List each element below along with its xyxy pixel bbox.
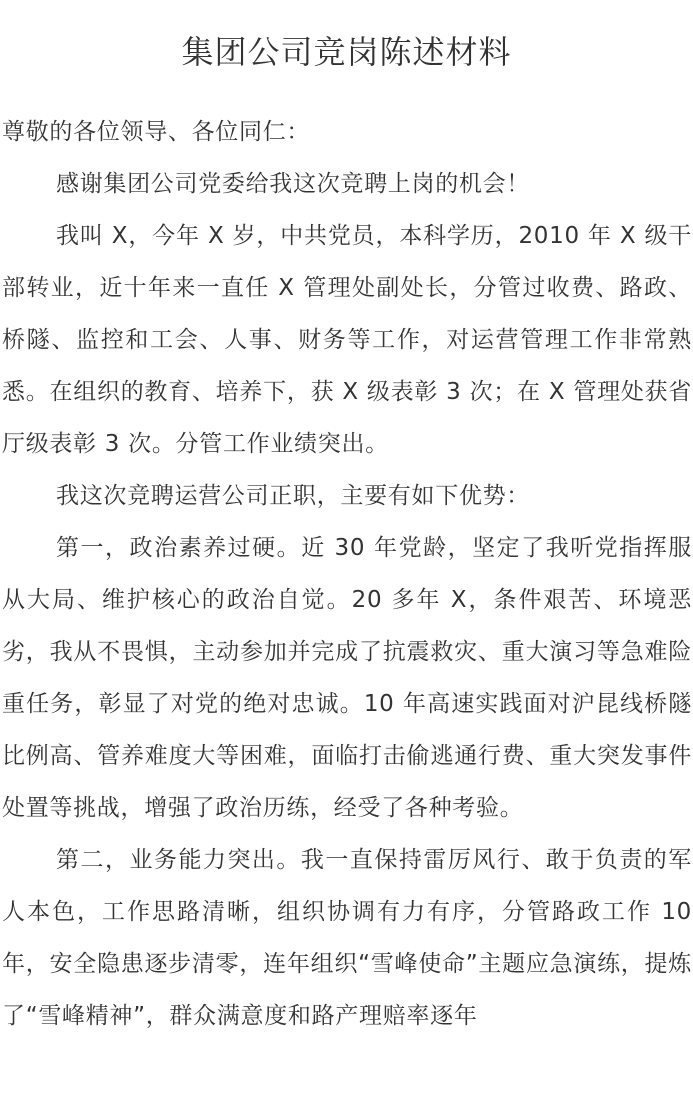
paragraph-advantages-intro: 我这次竞聘运营公司正职，主要有如下优势： [56, 483, 530, 509]
paragraph-political-quality: 第一，政治素养过硬。近 30 年党龄，坚定了我听党指挥服从大局、维护核心的政治自觉。20 多年 X，条件艰苦、环境恶劣，我从不畏惧，主动参加并完成了抗震救灾、重大演习等急难险重任务，彰显了对党的绝对忠诚。10 年高速实践面对沪昆线桥隧比例高、管养难度大等困难，面临打击偷逃通行费、重大突发事件处置等挑战，增强了政治历练，经受了各种考验。 [2, 535, 692, 821]
paragraph-thanks: 感谢集团公司党委给我这次竞聘上岗的机会！ [56, 171, 530, 197]
salutation: 尊敬的各位领导、各位同仁： [2, 119, 311, 145]
paragraph-business-ability: 第二，业务能力突出。我一直保持雷厉风行、敢于负责的军人本色，工作思路清晰，组织协调有力有序，分管路政工作 10 年，安全隐患逐步清零，连年组织“雪峰使命”主题应急演练，提炼了“雪峰精神”，群众满意度和路产理赔率逐年 [2, 847, 692, 1029]
paragraph-self-introduction: 我叫 X，今年 X 岁，中共党员，本科学历，2010 年 X 级干部转业，近十年来一直任 X 管理处副处长，分管过收费、路政、桥隧、监控和工会、人事、财务等工作，对运营管理工作非常熟悉。在组织的教育、培养下，获 X 级表彰 3 次；在 X 管理处获省厅级表彰 3 次。分管工作业绩突出。 [2, 223, 692, 457]
document-title: 集团公司竞岗陈述材料 [181, 33, 512, 71]
document-body [2, 106, 692, 1042]
